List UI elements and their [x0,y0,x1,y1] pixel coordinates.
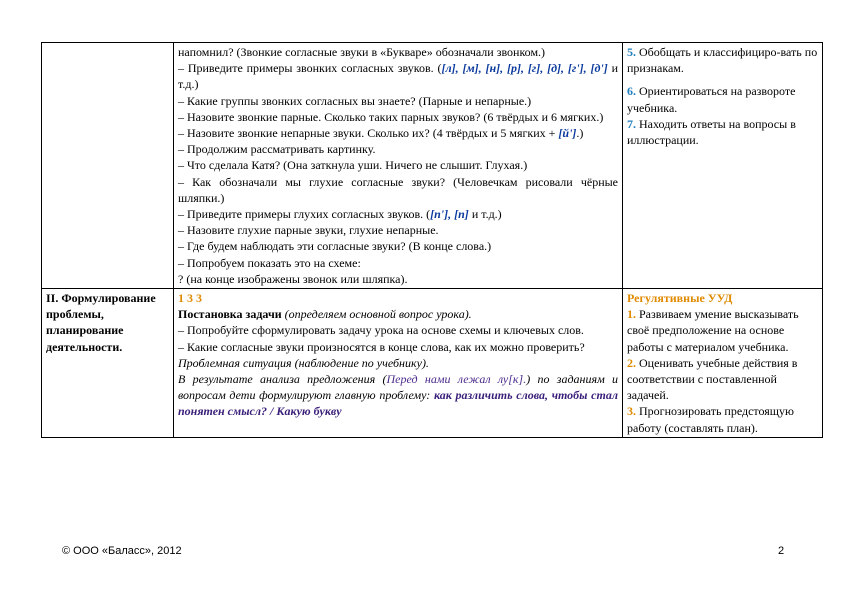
copyright-footer: © ООО «Баласс», 2012 [62,545,182,557]
page-number: 2 [778,545,785,557]
skill-text: Развиваем умение высказывать своё предположение на основе работы с материалом учебника. [627,307,799,354]
skill-item [627,83,818,115]
skill-text: Прогнозировать предстоящую работу (составлять план). [627,404,795,435]
skill-item [627,306,818,355]
text-line: – Что сделала Катя? (Она заткнула уши. Ничего не слышит. Глухая.) [178,158,528,173]
analysis-text [178,371,618,420]
text-line: – Назовите звонкие парные. Сколько таких парных звуков? (6 твёрдых и 6 мягких.) [178,109,604,124]
skill-item [627,403,818,435]
skill-item [627,44,818,76]
content-cell [174,43,623,289]
skill-item [627,116,818,148]
content-cell [174,289,623,438]
text-line: – Как обозначали мы глухие согласные звуки? (Человечкам рисовали чёрные шляпки.) [178,174,618,205]
task-title: Постановка задачи [178,307,282,322]
text-fragment: – Приведите примеры глухих согласных звуков. ( [178,207,431,222]
sound-examples: [л], [м], [н], [р], [г], [д], [г'], [д'] [441,61,608,76]
text-line [178,206,618,222]
analysis-sentence: Перед нами лежал лу[к]. [386,372,527,387]
text-line: – Назовите глухие парные звуки, глухие непарные. [178,223,439,238]
skill-number: 5. [627,45,636,59]
text-line: – Какие группы звонких согласных вы знаете? (Парные и непарные.) [178,93,532,108]
sound-examples: [й'] [558,126,577,141]
problem-situation: Проблемная ситуация (наблюдение по учебнику). [178,355,429,370]
skills-cell [623,43,823,289]
text-line: – Какие согласные звуки произносятся в конце слова, как их можно проверить? [178,339,585,354]
uud-title: Регулятивные УУД [627,291,733,306]
text-fragment: В результате анализа предложения ( [178,372,387,387]
lesson-table [41,42,823,438]
stage-cell [42,43,174,289]
text-fragment: и т.д.) [468,207,502,222]
text-line: ? (на конце изображены звонок или шляпка). [178,271,408,286]
skill-text: Ориентироваться на развороте учебника. [627,84,796,115]
text-line: – Попробуйте сформулировать задачу урока на основе схемы и ключевых слов. [178,323,584,338]
text-line [178,60,618,92]
skills-cell [623,289,823,438]
skill-text: Обобщать и классифициро-вать по признакам. [627,45,818,76]
text-line: – Где будем наблюдать эти согласные звуки? (В конце слова.) [178,239,492,254]
text-fragment: – Назовите звонкие непарные звуки. Сколько их? (4 твёрдых и 5 мягких + [178,126,559,141]
text-line: – Попробуем показать это на схеме: [178,255,361,270]
table-row [42,289,823,438]
skill-number: 2. [627,355,636,370]
stage-cell: II. Формулирование проблемы, планирование деятельности. [42,289,174,438]
main-problem: как различить слова, чтобы стал понятен смысл? / Какую букву [178,388,618,419]
skill-number: 7. [627,116,636,131]
text-fragment: – Приведите примеры звонких согласных звуков. ( [178,61,442,76]
skill-number: 6. [627,84,636,99]
task-heading [178,306,618,322]
text-fragment: и т.д.) [178,61,618,92]
skill-number: 1. [627,307,636,322]
text-line: напомнил? (Звонкие согласные звуки в «Букваре» обозначали звонком.) [178,45,546,59]
task-note: (определяем основной вопрос урока). [281,307,472,322]
sound-examples: [п'], [п] [430,207,469,222]
table-row [42,43,823,289]
skill-text: Находить ответы на вопросы в иллюстрации. [627,116,796,148]
text-fragment: .) [576,126,584,141]
skill-item [627,355,818,404]
text-fragment: ) по заданиям и вопросам дети формулируют главную проблему: [178,372,619,403]
skill-text: Оценивать учебные действия в соответствии с поставленной задачей. [627,355,798,403]
skill-number: 3. [627,404,636,419]
text-line: – Продолжим рассматривать картинку. [178,142,376,157]
text-line [178,125,618,141]
slide-numbers: 1 3 3 [178,291,202,306]
